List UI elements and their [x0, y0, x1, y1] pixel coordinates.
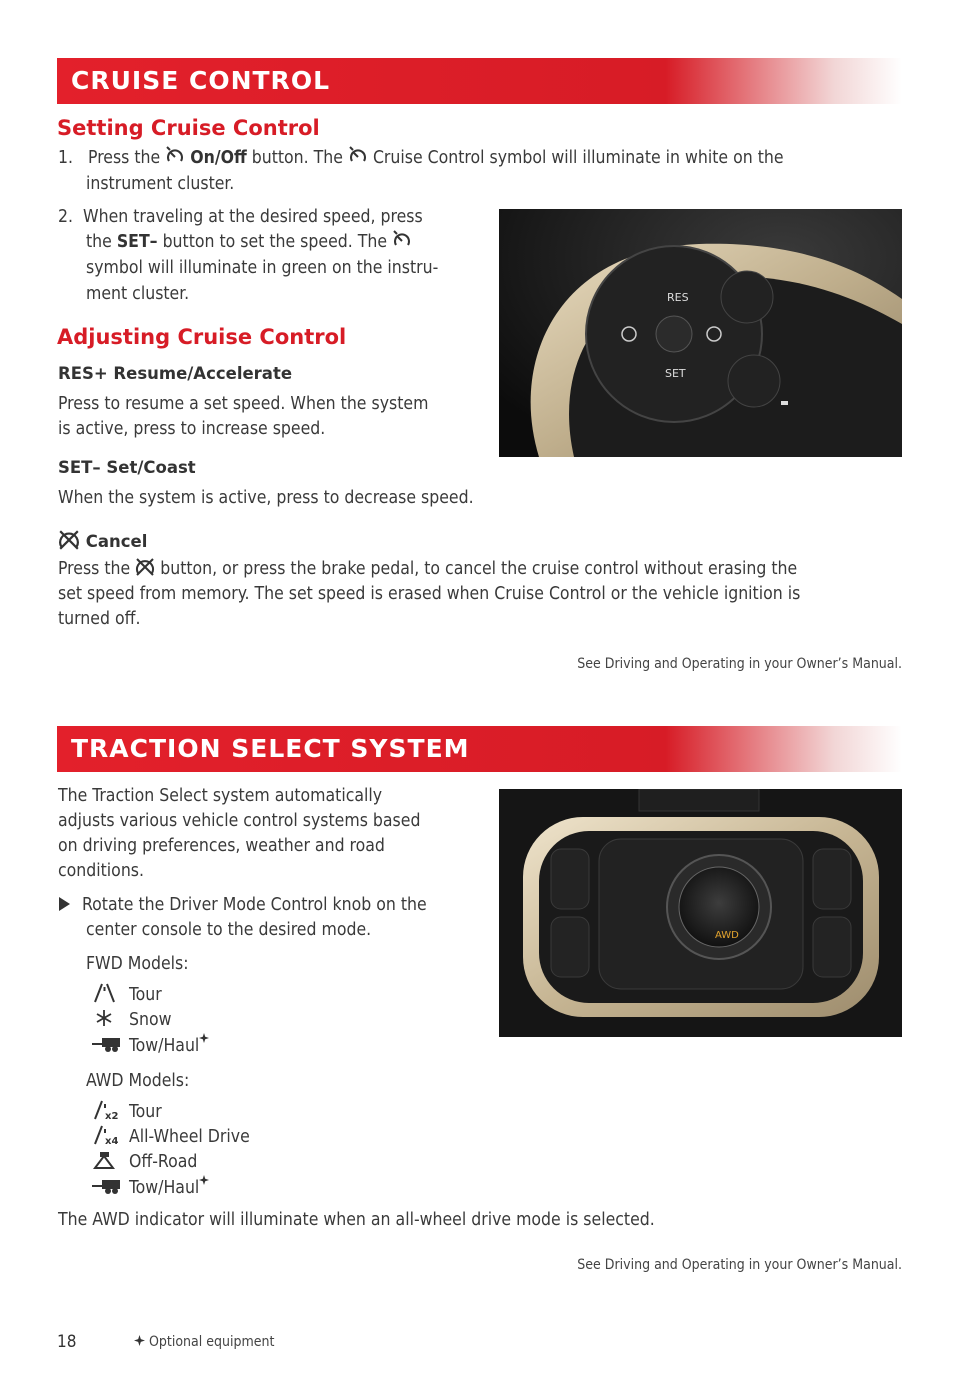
footnote: Optional equipment — [134, 1334, 274, 1350]
setting-cruise-title: Setting Cruise Control — [57, 116, 320, 140]
bullet-arrow-icon — [58, 896, 72, 912]
step-1: 1. Press the On/Off button. The Cruise Control symbol will illuminate in white on the — [58, 148, 784, 168]
cruise-on-off-icon — [165, 146, 185, 166]
driver-mode-control-photo — [499, 789, 902, 1037]
tow-haul-mode-icon — [92, 1176, 124, 1196]
console-illustration — [499, 789, 902, 1037]
traction-select-banner: TRACTION SELECT SYSTEM — [57, 726, 902, 772]
awd-indicator-note: The AWD indicator will illuminate when an all-wheel drive mode is selected. — [58, 1210, 655, 1230]
tour-mode-icon — [92, 983, 124, 1003]
fwd-mode-tour: Tour — [92, 983, 162, 1009]
cruise-set-icon — [392, 230, 412, 250]
traction-intro-2: adjusts various vehicle control systems based — [58, 811, 421, 831]
steering-wheel-illustration — [499, 209, 902, 457]
traction-manual-reference: See Driving and Operating in your Owner’s Manual. — [577, 1257, 902, 1273]
fwd-mode-tow-haul: Tow/Haul — [92, 1033, 209, 1060]
step-2-line-4: ment cluster. — [86, 284, 190, 304]
bullet-line-1: Rotate the Driver Mode Control knob on the — [58, 893, 427, 917]
awd-title: AWD Models: — [86, 1071, 190, 1091]
adjusting-cruise-title: Adjusting Cruise Control — [57, 325, 347, 349]
page-number: 18 — [57, 1332, 77, 1352]
res-text-1: Press to resume a set speed. When the system — [58, 394, 429, 414]
off-road-mode-icon — [92, 1150, 124, 1170]
set-title: SET– Set/Coast — [58, 458, 196, 477]
cancel-text-3: turned off. — [58, 609, 141, 629]
set-label: SET — [665, 367, 686, 380]
res-text-2: is active, press to increase speed. — [58, 419, 326, 439]
optional-equipment-star-icon — [134, 1335, 145, 1346]
svg-text:x2: x2 — [105, 1111, 119, 1120]
step-2-line-3: symbol will illuminate in green on the instru- — [86, 258, 439, 278]
optional-equipment-star-icon — [199, 1033, 209, 1043]
cruise-control-banner: CRUISE CONTROL — [57, 58, 902, 104]
cancel-icon — [58, 529, 80, 551]
traction-intro-3: on driving preferences, weather and road — [58, 836, 385, 856]
set-text: When the system is active, press to decrease speed. — [58, 488, 474, 508]
awd-mode-off-road: Off-Road — [92, 1150, 197, 1176]
svg-text:x4: x4 — [105, 1136, 119, 1145]
traction-intro-1: The Traction Select system automatically — [58, 786, 383, 806]
step-2-line-2: the SET– button to set the speed. The — [86, 230, 412, 254]
traction-intro-4: conditions. — [58, 861, 144, 881]
fwd-title: FWD Models: — [86, 954, 189, 974]
optional-equipment-star-icon — [199, 1175, 209, 1185]
cruise-symbol-icon — [348, 146, 368, 166]
tour-x2-mode-icon — [92, 1100, 124, 1120]
fwd-mode-snow: Snow — [92, 1008, 172, 1034]
step-1-cont: instrument cluster. — [86, 174, 235, 194]
bullet-line-2: center console to the desired mode. — [86, 920, 372, 940]
all-wheel-drive-x4-mode-icon — [92, 1125, 124, 1145]
cancel-title-row: Cancel — [58, 529, 147, 551]
step-2-line-1: 2. When traveling at the desired speed, press — [58, 207, 423, 227]
cancel-inline-icon — [135, 557, 155, 577]
tow-haul-mode-icon — [92, 1034, 124, 1054]
snow-mode-icon — [92, 1008, 124, 1028]
res-label: RES — [667, 291, 689, 304]
cruise-manual-reference: See Driving and Operating in your Owner’s Manual. — [577, 656, 902, 672]
steering-wheel-controls-photo — [499, 209, 902, 457]
res-title: RES+ Resume/Accelerate — [58, 364, 293, 383]
awd-mode-tour: x2 Tour — [92, 1100, 162, 1126]
cancel-text-1: Press the button, or press the brake pedal, to cancel the cruise control without erasing the — [58, 559, 798, 579]
awd-mode-all-wheel-drive: x4 All-Wheel Drive — [92, 1125, 250, 1151]
awd-mode-tow-haul: Tow/Haul — [92, 1175, 209, 1202]
awd-label: AWD — [715, 930, 739, 941]
cancel-text-2: set speed from memory. The set speed is erased when Cruise Control or the vehicle ignition is — [58, 584, 801, 604]
